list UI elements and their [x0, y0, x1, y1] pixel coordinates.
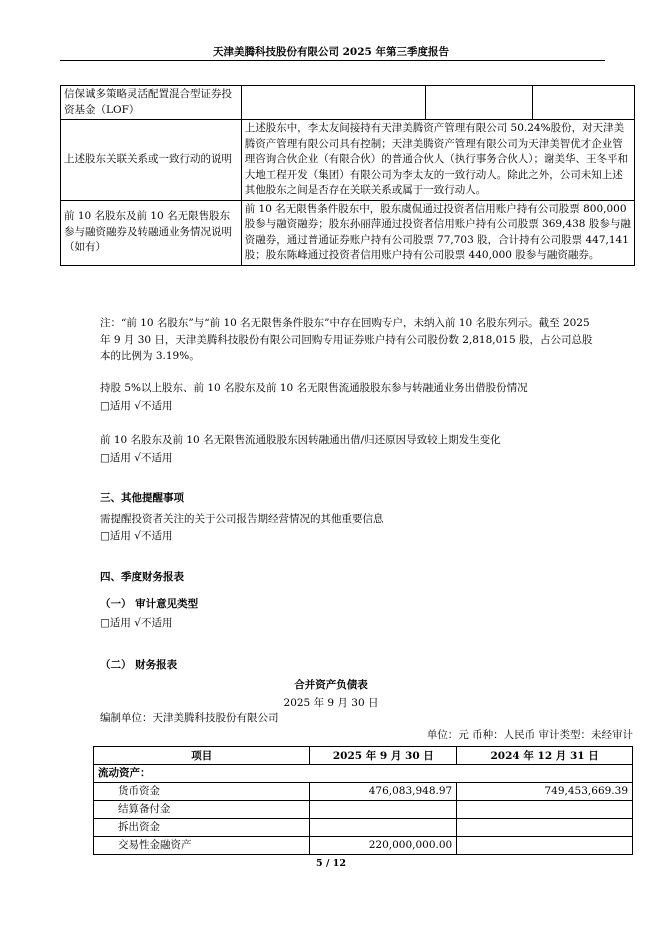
- column-header: 2025 年 9 月 30 日: [310, 747, 457, 765]
- value-cell: [457, 837, 633, 855]
- empty-cell: [533, 86, 635, 120]
- value-cell: [457, 819, 633, 837]
- change-title: 前 10 名股东及前 10 名无限售流通股股东因转融通出借/归还原因导致较上期发生变化: [100, 434, 501, 446]
- financial-statements-heading: （二） 财务报表: [100, 659, 178, 671]
- section3-choice: □适用 √不适用: [100, 530, 173, 542]
- column-header: 2024 年 12 月 31 日: [457, 747, 633, 765]
- compiler: 编制单位：天津美腾科技股份有限公司: [100, 712, 279, 724]
- table-row: [61, 120, 635, 201]
- units-line: 单位：元 币种：人民币 审计类型：未经审计: [426, 729, 633, 741]
- shareholder-info-table: [60, 85, 635, 266]
- empty-cell: [241, 86, 426, 120]
- section3-text: 需提醒投资者关注的关于公司报告期经营情况的其他重要信息: [100, 513, 384, 525]
- table-row: [94, 819, 633, 837]
- section-row: [94, 765, 633, 783]
- value-cell: 220,000,000.00: [310, 837, 457, 855]
- table-row: [94, 783, 633, 801]
- relationship-description: 上述股东中，李太友间接持有天津美腾资产管理有限公司 50.24%股份，对天津美腾资产管理有限公司具有控制；天津美腾资产管理有限公司为天津美智优才企业管理咨询合伙企业（有限合伙）的普通合伙人（执行事务合伙人）；谢美华、王冬平和大地工程开发（集团）有限公司为李太友的一致行动人。除此之外，公司未知上述其他股东之间是否存在关联关系或属于一致行动人。: [241, 120, 634, 201]
- section4-heading: 四、季度财务报表: [100, 571, 184, 583]
- empty-cell: [426, 86, 533, 120]
- value-cell: [457, 801, 633, 819]
- margin-trading-description: 前 10 名无限售条件股东中，股东虞侃通过投资者信用账户持有公司股票 800,000 股参与融资融券；股东孙丽萍通过投资者信用账户持有公司股票 369,438 股参与融资融券，通过普通证券账户持有公司股票 77,703 股，合计持有公司股票 447,141 股；股东陈峰通过投资者信用账户持有公司股票 440,000 股参与融资融券。: [241, 200, 634, 265]
- margin-trading-label: 前 10 名股东及前 10 名无限售股东参与融资融券及转融通业务情况说明（如有）: [61, 200, 242, 265]
- balance-sheet-date: 2025 年 9 月 30 日: [283, 697, 379, 709]
- table-row: [94, 837, 633, 855]
- value-cell: 749,453,669.39: [457, 783, 633, 801]
- item-cell: 货币资金: [94, 783, 310, 801]
- lending-choice: □适用 √不适用: [100, 400, 173, 412]
- value-cell: 476,083,948.97: [310, 783, 457, 801]
- table-row: [94, 801, 633, 819]
- lending-title: 持股 5%以上股东、前 10 名股东及前 10 名无限售流通股股东参与转融通业务出借股份情况: [100, 382, 528, 394]
- audit-opinion-choice: □适用 √不适用: [100, 617, 173, 629]
- item-cell: 结算备付金: [94, 801, 310, 819]
- column-header: 项目: [94, 747, 310, 765]
- relationship-label: 上述股东关联关系或一致行动的说明: [61, 120, 242, 201]
- header-divider: [60, 60, 605, 61]
- item-cell: 拆出资金: [94, 819, 310, 837]
- table-row: [61, 200, 635, 265]
- change-choice: □适用 √不适用: [100, 452, 173, 464]
- balance-sheet-table: [93, 746, 633, 855]
- page-number: 5 / 12: [316, 858, 346, 869]
- table-row: [61, 86, 635, 120]
- fund-name-cell: 信保诚多策略灵活配置混合型证券投资基金（LOF）: [61, 86, 242, 120]
- repurchase-note: 注：“前 10 名股东”与“前 10 名无限售条件股东”中存在回购专户，未纳入前 10 名股东列示。截至 2025 年 9 月 30 日，天津美腾科技股份有限公司回购专用证券账户持有公司股份数 2,818,015 股，占公司总股本的比例为 3.19%。: [100, 317, 593, 362]
- report-header: 天津美腾科技股份有限公司 2025 年第三季度报告: [212, 46, 450, 58]
- value-cell: [310, 819, 457, 837]
- current-assets-label: 流动资产：: [94, 765, 633, 783]
- value-cell: [310, 801, 457, 819]
- audit-opinion-heading: （一） 审计意见类型: [100, 598, 199, 610]
- section3-heading: 三、其他提醒事项: [100, 492, 184, 504]
- item-cell: 交易性金融资产: [94, 837, 310, 855]
- balance-sheet-title: 合并资产负债表: [294, 679, 368, 691]
- table-header-row: [94, 747, 633, 765]
